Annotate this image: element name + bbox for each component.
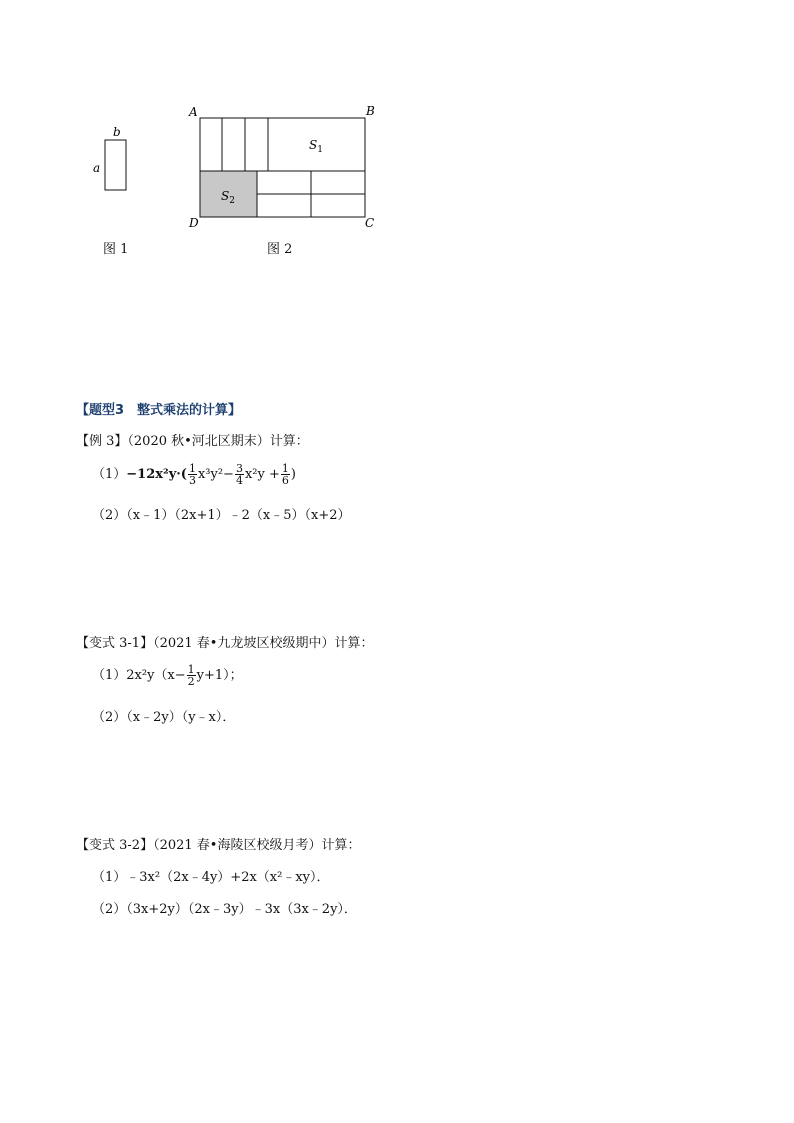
label-a: a <box>93 161 101 175</box>
figure-2-caption: 图 2 <box>267 242 293 257</box>
variant-3-1-heading: 【变式 3-1】（2021 春•九龙坡区校级期中）计算： <box>76 636 374 651</box>
rectangle-ab <box>105 140 126 190</box>
figure-1 <box>88 122 138 202</box>
corner-b: B <box>366 104 375 118</box>
variant-3-2-item-2: （2）（3x+2y）（2x﹣3y）﹣3x（3x﹣2y）． <box>92 902 357 917</box>
fraction: $\frac{1}{3}$ <box>188 462 196 487</box>
figure-1-caption: 图 1 <box>103 242 129 257</box>
variant-3-1-item-2: （2）（x﹣2y）（y﹣x）． <box>92 710 236 725</box>
label-b: b <box>113 125 121 139</box>
section-title: 【题型3 整式乘法的计算】 <box>76 403 242 418</box>
label-s2: $S_2$ <box>221 189 235 206</box>
fraction: $\frac{1}{2}$ <box>187 663 195 688</box>
fraction: $\frac{3}{4}$ <box>235 462 243 487</box>
example-3-item-1: （1）−12x²y·( $\frac{1}{3}$ x³y²− $\frac{3}{4}$ x²y + $\frac{1}{6}$ ) <box>92 462 296 487</box>
example-3-item-2: （2）（x﹣1）（2x+1）﹣2（x﹣5）（x+2） <box>92 508 351 523</box>
corner-a: A <box>189 105 198 119</box>
example-3-heading: 【例 3】（2020 秋•河北区期末）计算： <box>76 434 309 449</box>
variant-3-2-item-1: （1）﹣3x²（2x﹣4y）+2x（x²﹣xy）． <box>92 870 330 885</box>
corner-c: C <box>365 216 375 230</box>
corner-d: D <box>189 216 199 230</box>
fraction: $\frac{1}{6}$ <box>281 462 289 487</box>
label-s1: $S_1$ <box>309 138 323 155</box>
variant-3-2-heading: 【变式 3-2】（2021 春•海陵区校级月考）计算： <box>76 838 361 853</box>
variant-3-1-item-1: （1）2x²y（x− $\frac{1}{2}$ y+1）； <box>92 663 243 688</box>
figure-2 <box>185 100 385 235</box>
